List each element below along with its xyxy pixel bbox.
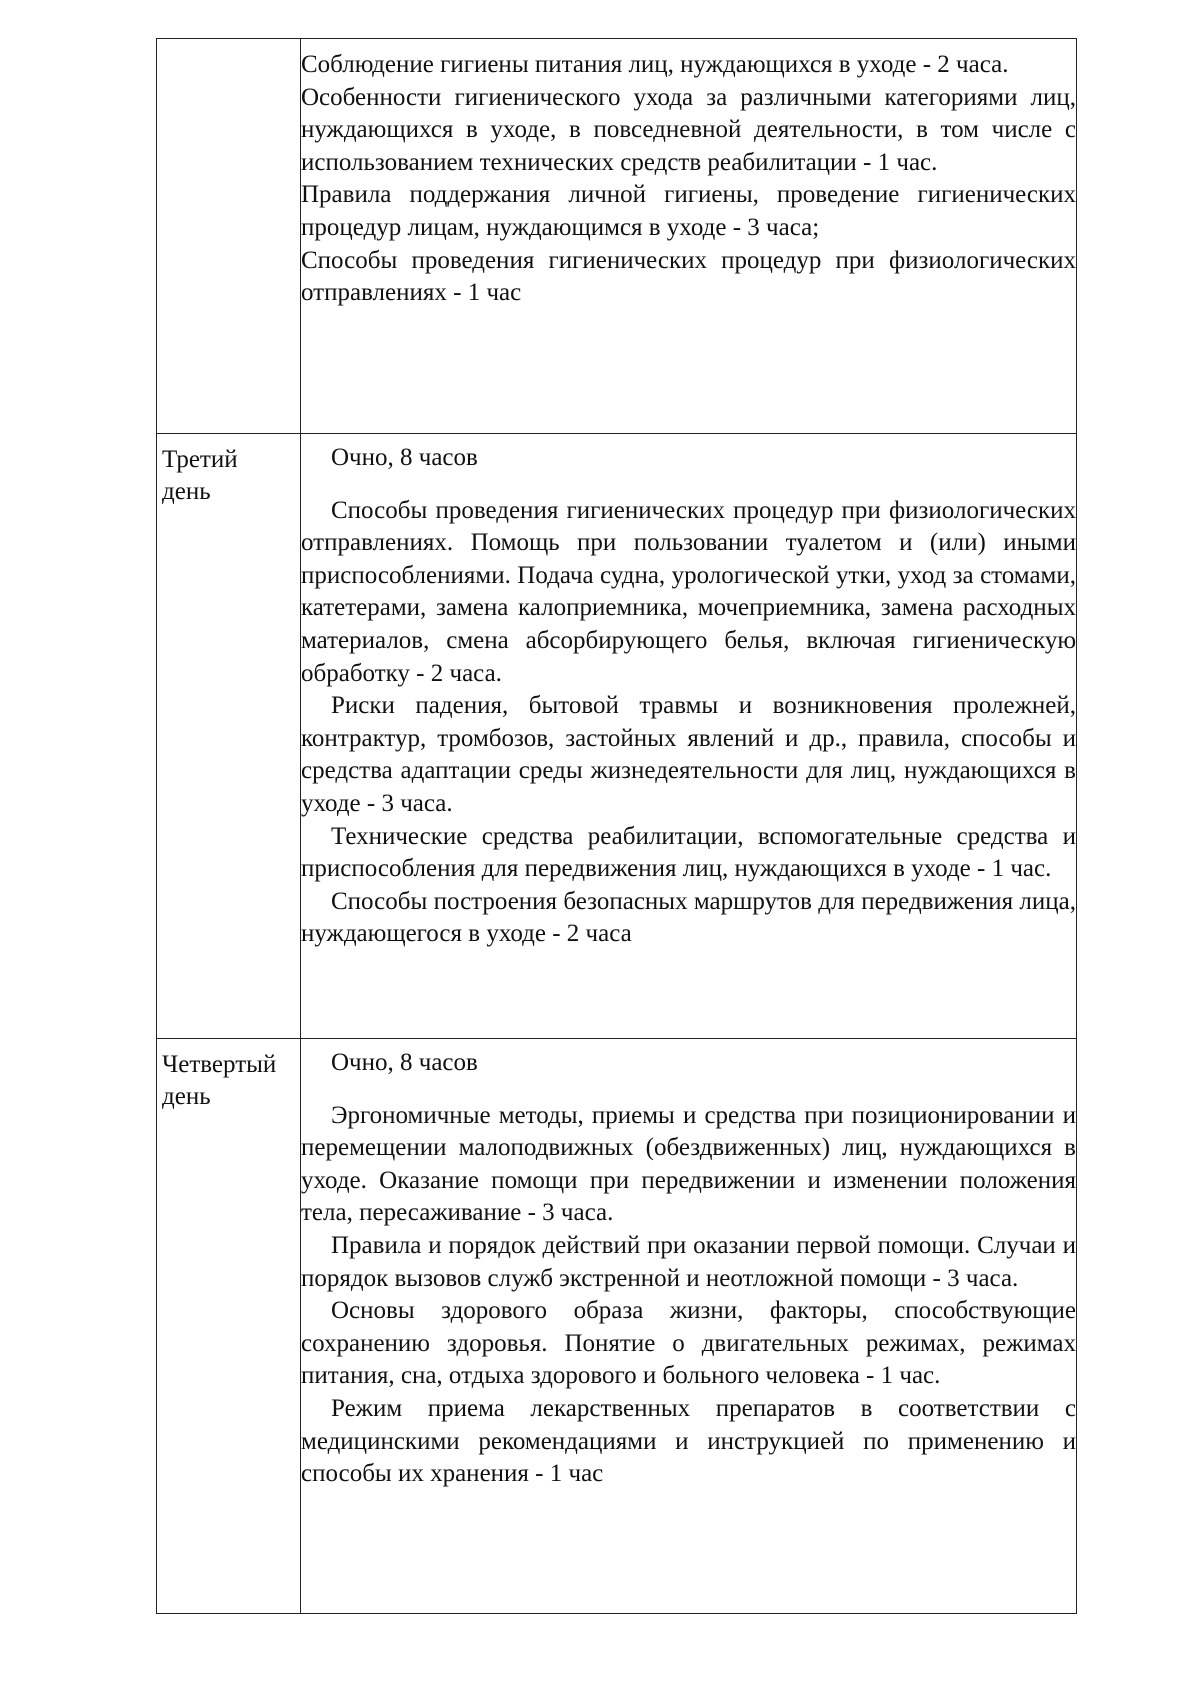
topic-paragraph: Режим приема лекарственных препаратов в соответствии с медицинскими рекомендациями и инструкцией по применению и способы их хранения - 1 час xyxy=(301,1394,1076,1488)
table-row xyxy=(157,1039,1077,1614)
topic-paragraph: Технические средства реабилитации, вспомогательные средства и приспособления для передвижения лиц, нуждающихся в уходе - 1 час. xyxy=(301,822,1076,883)
day-cell xyxy=(157,434,301,1039)
content-cell xyxy=(301,434,1077,1039)
day-cell xyxy=(157,39,301,434)
topic-paragraph: Особенности гигиенического ухода за различными категориями лиц, нуждающихся в уходе, в повседневной деятельности, в том числе с использованием технических средств реабилитации - 1 час. xyxy=(301,83,1076,176)
day-label: Четвертый день xyxy=(162,1051,277,1110)
table-row xyxy=(157,434,1077,1039)
session-format: Очно, 8 часов xyxy=(331,1049,478,1076)
topic-paragraph: Основы здорового образа жизни, факторы, способствующие сохранению здоровья. Понятие о двигательных режимах, режимах питания, сна, отдыха здорового и больного человека - 1 час. xyxy=(301,1297,1076,1390)
day-cell xyxy=(157,1039,301,1614)
topic-paragraph: Способы построения безопасных маршрутов для передвижения лица, нуждающегося в уходе - 2 часа xyxy=(301,887,1076,948)
schedule-table xyxy=(156,38,1077,1614)
table-row xyxy=(157,39,1077,434)
topic-paragraph: Правила и порядок действий при оказании первой помощи. Случаи и порядок вызовов служб экстренной и неотложной помощи - 3 часа. xyxy=(301,1231,1076,1292)
topic-paragraph: Способы проведения гигиенических процедур при физиологических отправлениях - 1 час xyxy=(301,246,1076,307)
session-format: Очно, 8 часов xyxy=(331,444,478,471)
topic-paragraph: Соблюдение гигиены питания лиц, нуждающихся в уходе - 2 часа. xyxy=(301,51,1009,78)
topic-paragraph: Правила поддержания личной гигиены, проведение гигиенических процедур лицам, нуждающимся в уходе - 3 часа; xyxy=(301,181,1076,241)
topic-paragraph: Риски падения, бытовой травмы и возникновения пролежней, контрактур, тромбозов, застойных явлений и др., правила, способы и средства адаптации среды жизнедеятельности для лиц, нуждающихся в уходе - 3 часа. xyxy=(301,692,1076,817)
topic-paragraph: Способы проведения гигиенических процедур при физиологических отправлениях. Помощь при пользовании туалетом и (или) иными приспособлениями. Подача судна, урологической утки, уход за стомами, катетерами, замена калоприемника, мочеприемника, замена расходных материалов, смена абсорбирующего белья, включая гигиеническую обработку - 2 часа. xyxy=(301,496,1076,687)
topic-paragraph: Эргономичные методы, приемы и средства при позиционировании и перемещении малоподвижных (обездвиженных) лиц, нуждающихся в уходе. Оказание помощи при передвижении и изменении положения тела, пересаживание - 3 часа. xyxy=(301,1101,1076,1227)
content-cell xyxy=(301,1039,1077,1614)
day-label: Третий день xyxy=(162,446,238,505)
content-cell xyxy=(301,39,1077,434)
